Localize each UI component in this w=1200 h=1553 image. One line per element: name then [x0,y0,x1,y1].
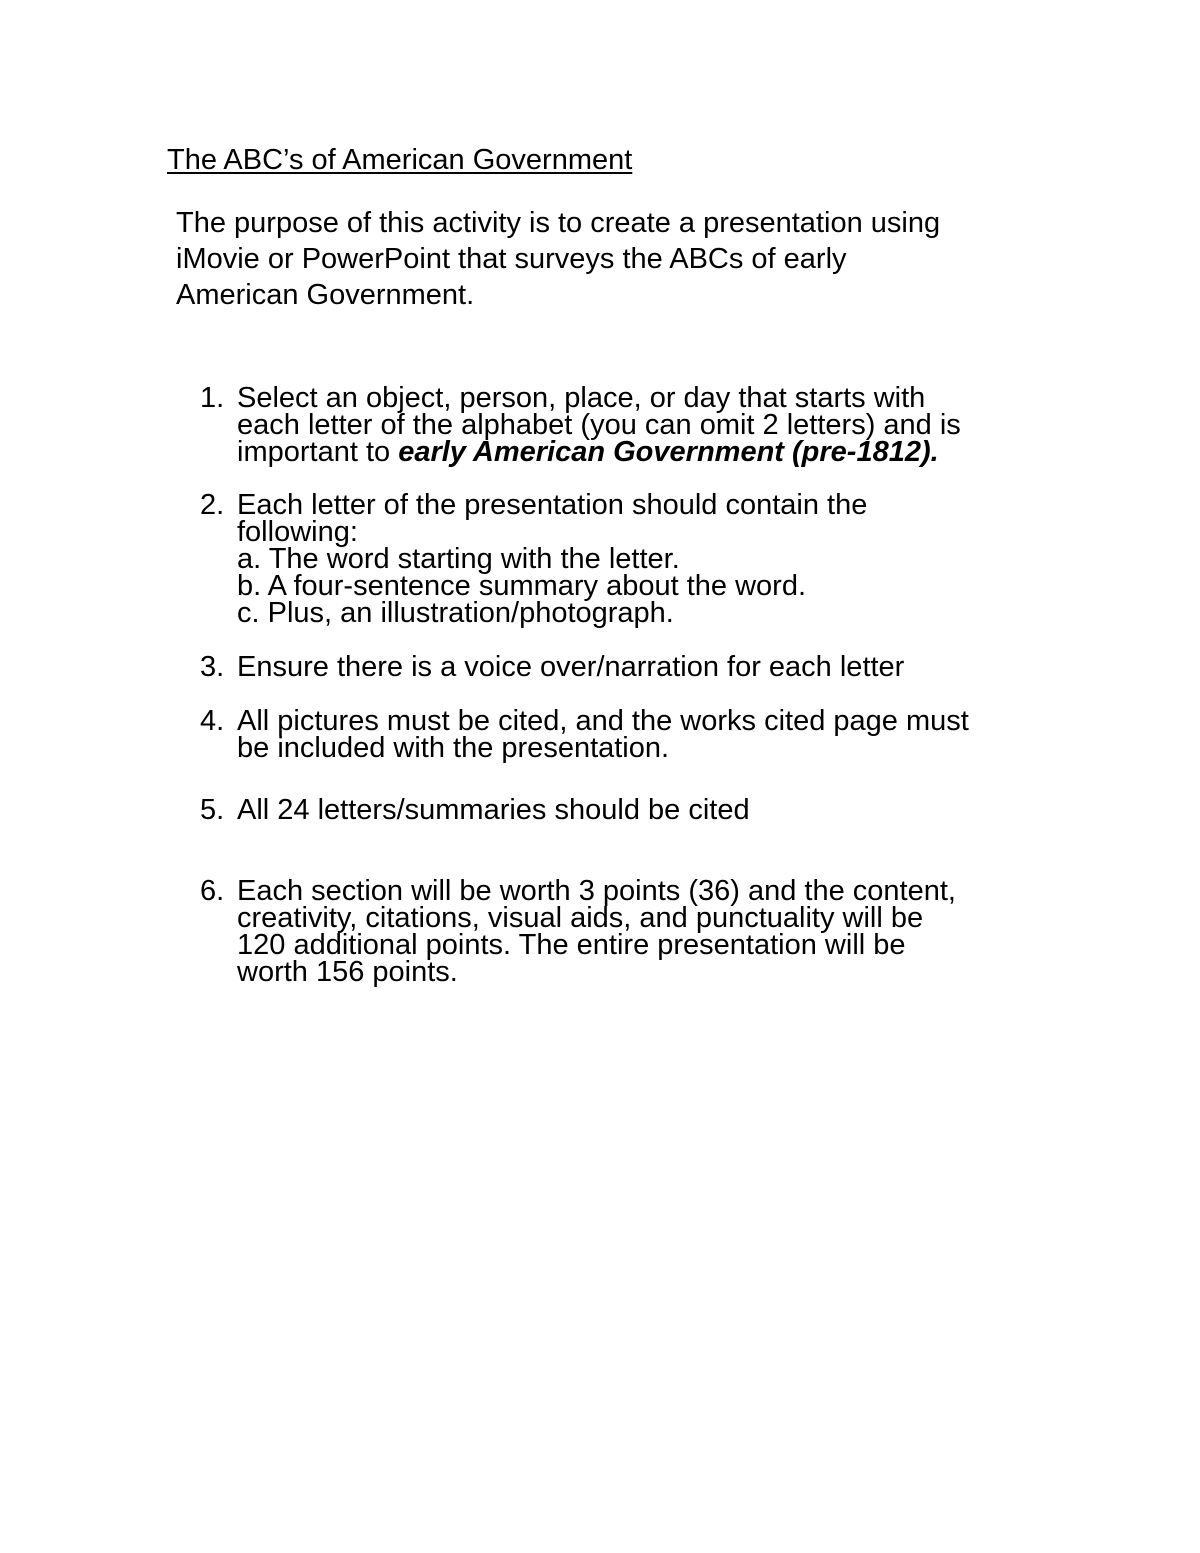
item-number: 6. [200,875,225,907]
item-line: All pictures must be cited, and the works cited page must [237,705,969,737]
item-number: 5. [200,794,225,826]
item-line-prefix: important to [237,436,399,468]
intro-paragraph [176,205,1056,313]
item-line: Ensure there is a voice over/narration for each letter [237,651,905,683]
document-title: The ABC’s of American Government [167,144,633,176]
intro-line: iMovie or PowerPoint that surveys the ABCs of early [176,243,847,275]
item-text [237,382,1097,468]
intro-line: The purpose of this activity is to create a presentation using [176,207,941,239]
intro-line: American Government. [176,279,475,311]
item-number: 1. [200,382,225,414]
item-text [237,875,1097,988]
item-line: 120 additional points. The entire presentation will be [237,929,906,961]
item-line: each letter of the alphabet (you can omit 2 letters) and is [237,409,961,441]
item-line: worth 156 points. [237,956,458,988]
item-number: 2. [200,489,225,521]
item-text [237,705,1097,764]
item-number: 4. [200,705,225,737]
item-line: creativity, citations, visual aids, and punctuality will be [237,902,924,934]
item-line: Each letter of the presentation should contain the [237,489,868,521]
item-text [237,489,1097,629]
item-line: Select an object, person, place, or day that starts with [237,382,926,414]
sub-item: a. The word starting with the letter. [237,543,680,575]
sub-item: b. A four-sentence summary about the word. [237,570,807,602]
emphasized-text: early American Government (pre-1812). [398,436,939,468]
item-line: be included with the presentation. [237,732,670,764]
item-text [237,651,1097,683]
item-line: Each section will be worth 3 points (36) and the content, [237,875,956,907]
sub-item: c. Plus, an illustration/photograph. [237,597,674,629]
item-number: 3. [200,651,225,683]
item-line [237,436,1097,468]
item-text [237,794,1097,826]
item-line: following: [237,516,358,548]
item-line: All 24 letters/summaries should be cited [237,794,750,826]
